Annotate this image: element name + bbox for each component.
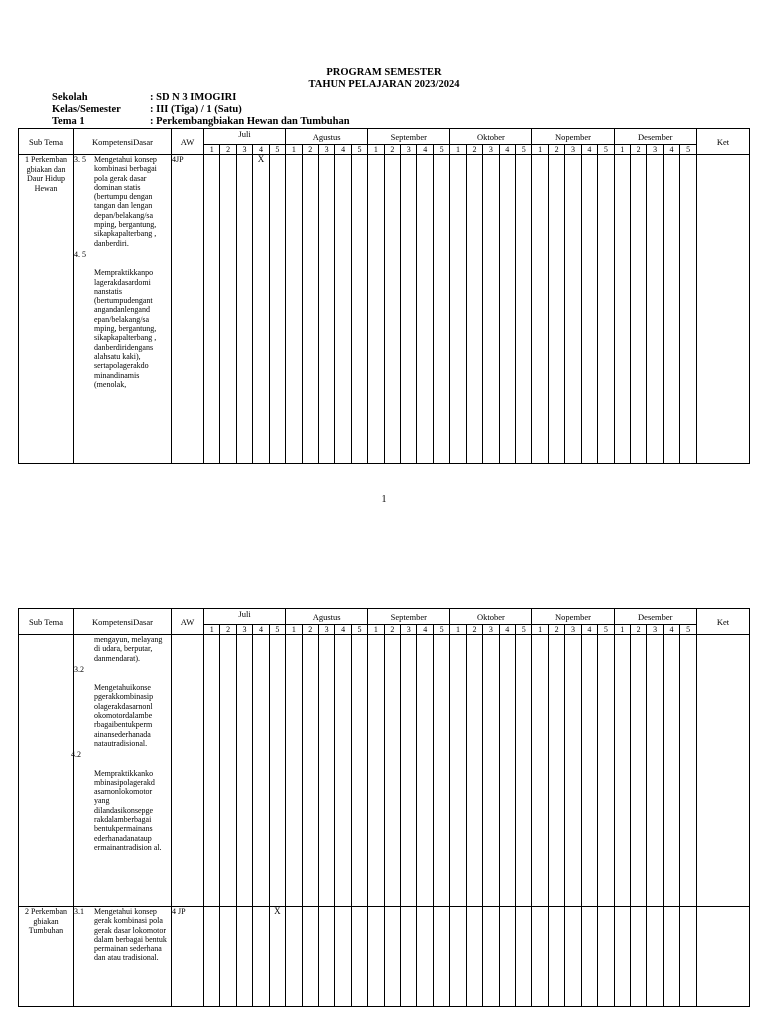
- week-number: 4: [581, 625, 597, 635]
- week-number: 4: [253, 625, 269, 635]
- week-number: 3: [401, 625, 417, 635]
- ket-cell: [697, 635, 750, 907]
- meta-theme: Tema 1 : Perkembangbiakan Hewan dan Tumbuhan: [52, 116, 350, 127]
- week-number: 4: [663, 145, 679, 155]
- month-agustus: Agustus: [286, 129, 368, 145]
- col-kd: KompetensiDasar: [74, 129, 172, 155]
- week-number: 5: [598, 145, 614, 155]
- week-number: 2: [220, 625, 236, 635]
- week-number: 3: [565, 625, 581, 635]
- week-number: 4: [335, 145, 351, 155]
- schedule-mark: X: [253, 155, 269, 464]
- week-number: 3: [318, 625, 334, 635]
- week-number: 1: [286, 145, 302, 155]
- col-subtema: Sub Tema: [19, 609, 74, 635]
- month-oktober: Oktober: [450, 129, 532, 145]
- table-row: [19, 907, 750, 1007]
- aw-cell: 4JP: [172, 155, 204, 464]
- week-number: 1: [450, 625, 466, 635]
- col-ket: Ket: [697, 609, 750, 635]
- week-number: 2: [384, 145, 400, 155]
- week-number: 5: [516, 145, 532, 155]
- week-number: 4: [417, 145, 433, 155]
- kd-text: mengayun, melayang di udara, berputar, danmendarat).: [94, 635, 163, 663]
- kd-number: 4.2: [71, 750, 81, 760]
- week-number: 5: [269, 145, 285, 155]
- kd-number: 3.2: [74, 664, 84, 674]
- program-table-page2: [18, 608, 750, 1007]
- subtema-cell: [19, 635, 74, 907]
- week-number: 1: [614, 145, 630, 155]
- subtema-cell: 2 Perkemban gbiakan Tumbuhan: [19, 907, 74, 1007]
- kd-number: 3.1: [74, 907, 84, 916]
- week-number: 4: [581, 145, 597, 155]
- week-number: 4: [499, 145, 515, 155]
- week-number: 4: [663, 625, 679, 635]
- week-number: 4: [417, 625, 433, 635]
- week-number: 3: [647, 145, 663, 155]
- week-number: 3: [647, 625, 663, 635]
- week-number: 2: [548, 625, 564, 635]
- week-number: 1: [368, 625, 384, 635]
- week-number: 2: [630, 625, 646, 635]
- week-number: 5: [516, 625, 532, 635]
- col-subtema: Sub Tema: [19, 129, 74, 155]
- week-number: 1: [286, 625, 302, 635]
- month-desember: Desember: [614, 129, 696, 145]
- kd-text: Mengetahuikonse pgerakkombinasip olagerakdasarnonl okomotordalambe rbagaibentukperm ainansederhanada natautradisional.: [94, 683, 154, 748]
- ket-cell: [697, 155, 750, 464]
- kd-number: 4. 5: [74, 249, 86, 259]
- kd-text: Mengetahui konsep gerak kombinasi pola gerak dasar lokomotor dalam berbagai bentuk permainan sederhana dan atau tradisional.: [94, 907, 167, 963]
- week-number: 3: [401, 145, 417, 155]
- meta-class: Kelas/Semester : III (Tiga) / 1 (Satu): [52, 104, 242, 115]
- kd-cell: [71, 635, 172, 907]
- kd-number: 3. 5: [74, 155, 86, 164]
- week-number: 3: [236, 145, 252, 155]
- ket-cell: [697, 907, 750, 1007]
- week-number: 5: [680, 625, 697, 635]
- month-agustus: Agustus: [286, 609, 368, 625]
- week-number: 3: [483, 145, 499, 155]
- col-ket: Ket: [697, 129, 750, 155]
- week-number: 2: [302, 145, 318, 155]
- month-september: September: [368, 609, 450, 625]
- week-number: 1: [614, 625, 630, 635]
- doc-title: PROGRAM SEMESTER: [326, 67, 442, 78]
- kd-text: Mengetahui konsep kombinasi berbagai pola gerak dasar dominan statis (bertumpu dengan tangan dan lengan depan/belakang/sa mping, bergantung, sikapkapalterbang , danberdiri.: [94, 155, 157, 248]
- aw-cell: [172, 635, 204, 907]
- week-number: 2: [548, 145, 564, 155]
- month-nopember: Nopember: [532, 609, 614, 625]
- week-number: 3: [483, 625, 499, 635]
- schedule-mark: X: [269, 907, 285, 1007]
- month-juli: Juli: [204, 609, 286, 625]
- kd-cell: [74, 907, 172, 1007]
- month-juli: Juli: [204, 129, 286, 145]
- kd-text: Mempraktikkanko mbinasipolagerakd asarnonlokomotor yang dilandasikonsepge rakdalamberbagai bentukpermainans ederhanadanataup ermainantradision al.: [94, 768, 162, 852]
- week-number: 2: [630, 145, 646, 155]
- meta-block: [52, 92, 350, 128]
- week-number: 1: [450, 145, 466, 155]
- meta-school: Sekolah : SD N 3 IMOGIRI: [52, 92, 237, 103]
- col-aw: AW: [172, 129, 204, 155]
- subtema-cell: 1 Perkemban gbiakan dan Daur Hidup Hewan: [19, 155, 74, 464]
- week-number: 1: [204, 625, 220, 635]
- kd-cell: [74, 155, 172, 464]
- col-kd: KompetensiDasar: [74, 609, 172, 635]
- week-number: 1: [368, 145, 384, 155]
- week-number: 3: [236, 625, 252, 635]
- week-number: 3: [318, 145, 334, 155]
- kd-text: Mempraktikkanpo lagerakdasardomi nanstatis (bertumpudengant angandanlengand epan/belakang/sa mping, bergantung, sikapkapalterbang , danberdiridengans alahsatu kaki), sertapolagerakdo minandinamis (menolak,: [94, 268, 157, 389]
- table-row: [19, 155, 750, 464]
- month-nopember: Nopember: [532, 129, 614, 145]
- week-number: 2: [220, 145, 236, 155]
- week-number: 3: [565, 145, 581, 155]
- week-number: 5: [680, 145, 697, 155]
- week-number: 2: [466, 145, 482, 155]
- week-number: 4: [253, 145, 269, 155]
- week-number: 5: [433, 625, 449, 635]
- doc-year: TAHUN PELAJARAN 2023/2024: [308, 79, 460, 90]
- page-number: 1: [381, 494, 387, 505]
- week-number: 2: [466, 625, 482, 635]
- col-aw: AW: [172, 609, 204, 635]
- aw-cell: 4 JP: [172, 907, 204, 1007]
- week-number: 2: [384, 625, 400, 635]
- week-number: 4: [499, 625, 515, 635]
- week-number: 1: [532, 145, 548, 155]
- table-row: [19, 635, 750, 907]
- week-number: 5: [351, 145, 367, 155]
- week-number: 5: [351, 625, 367, 635]
- week-number: 5: [269, 625, 285, 635]
- week-number: 2: [302, 625, 318, 635]
- month-desember: Desember: [614, 609, 696, 625]
- month-oktober: Oktober: [450, 609, 532, 625]
- week-number: 5: [598, 625, 614, 635]
- week-number: 1: [204, 145, 220, 155]
- program-table-page1: [18, 128, 750, 464]
- week-number: 1: [532, 625, 548, 635]
- week-number: 5: [433, 145, 449, 155]
- week-number: 4: [335, 625, 351, 635]
- month-september: September: [368, 129, 450, 145]
